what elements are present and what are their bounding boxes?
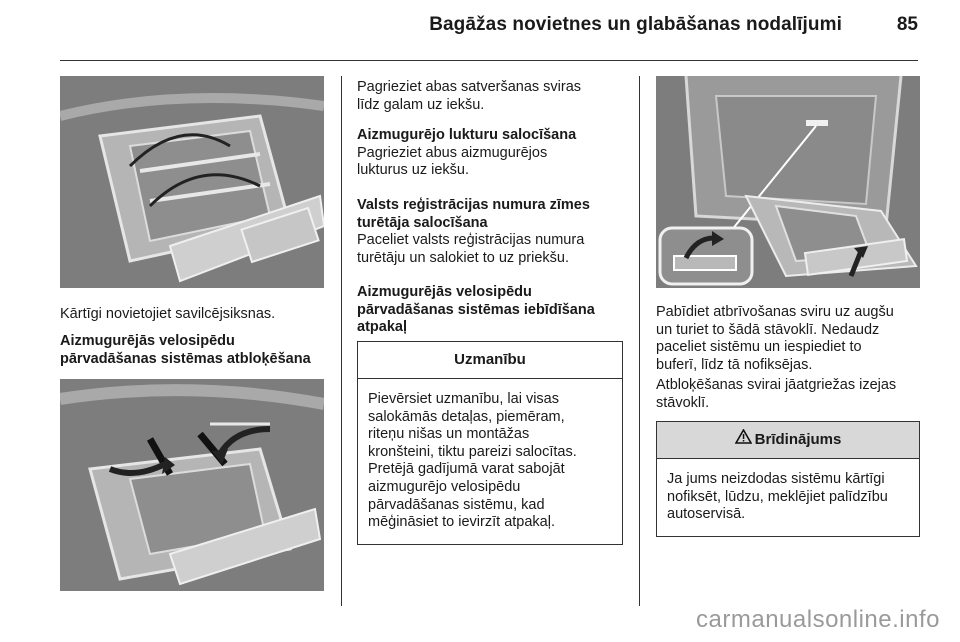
warning-header	[657, 422, 919, 459]
lever-return-paragraph: Atbloķēšanas svirai jāatgriežas izejas stāvoklī.	[656, 377, 897, 411]
section-heading-slide-back: Aizmugurējās velosipēdu pārvadāšanas sistēmas iebīdīšana atpakaļ	[357, 284, 595, 336]
illustration-caption: Kārtīgi novietojiet savilcējsiksnas.	[60, 306, 276, 322]
header-rule	[60, 60, 918, 61]
column-divider-2	[639, 76, 640, 606]
caution-box	[357, 341, 623, 545]
warning-box	[656, 421, 920, 537]
section-taillights: Aizmugurējo lukturu salocīšana Pagrieziet abus aizmugurējos lukturus uz iekšu.	[357, 127, 577, 179]
section-heading-unlock: Aizmugurējās velosipēdu pārvadāšanas sistēmas atbloķēšana	[60, 333, 311, 367]
caution-title: Uzmanību	[358, 342, 622, 379]
warning-title: Brīdinājums	[754, 431, 842, 448]
release-paragraph: Pabīdiet atbrīvošanas sviru uz augšu un turiet to šādā stāvoklī. Nedaudz paceliet sistēmu un iespiediet to buferī, līdz tā nofiksējas.	[656, 304, 894, 373]
warning-text: Ja jums neizdodas sistēmu kārtīgi nofiksēt, lūdzu, meklējiet palīdzību autoservisā.	[667, 471, 888, 523]
unlock-levers-illustration	[60, 379, 324, 591]
page-header-title: Bagāžas novietnes un glabāšanas nodalījumi	[429, 14, 842, 35]
section-license-plate: Valsts reģistrācijas numura zīmes turētāja salocīšana Paceliet valsts reģistrācijas numura turētāju un salokiet to uz priekšu.	[357, 197, 590, 266]
release-lever-illustration	[656, 76, 920, 288]
caution-text: Pievērsiet uzmanību, lai visas salokāmās detaļas, piemēram, riteņu nišas un montāžas kronšteini, tiktu pareizi salocītas. Pretējā gadījumā varat sabojāt aizmugurējo velosipēdu pārvadāšanas sistēmu, kad mēģināsiet to ievirzīt atpakaļ.	[368, 391, 577, 531]
page-number: 85	[896, 14, 918, 35]
warning-triangle-icon	[735, 422, 752, 458]
bike-carrier-straps-illustration	[60, 76, 324, 288]
section-heading-license-plate: Valsts reģistrācijas numura zīmes	[357, 197, 590, 213]
intro-paragraph: Pagrieziet abas satveršanas sviras līdz galam uz iekšu.	[357, 79, 582, 113]
column-divider-1	[341, 76, 342, 606]
watermark: carmanualsonline.info	[696, 606, 940, 633]
section-heading-taillights: Aizmugurējo lukturu salocīšana	[357, 127, 577, 143]
